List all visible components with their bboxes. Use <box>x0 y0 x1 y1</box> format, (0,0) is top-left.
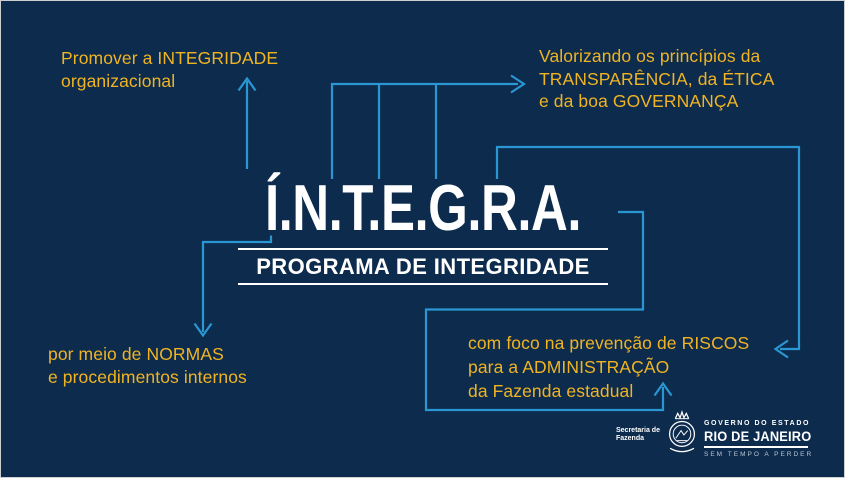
integra-acronym-title: Í.N.T.E.G.R.A. <box>264 171 582 245</box>
callout-normas <box>48 343 247 388</box>
connector-promover-up-arrow <box>239 79 256 170</box>
callout-line: organizacional <box>61 70 176 91</box>
integra-subtitle: PROGRAMA DE INTEGRIDADE <box>256 253 590 279</box>
subtitle-frame <box>238 248 608 285</box>
callout-promover <box>61 47 278 92</box>
rio-de-janeiro-wordmark: RIO DE JANEIRO <box>704 429 812 444</box>
connector-valorizando-arrow-fork <box>332 76 524 180</box>
callout-line: por meio de NORMAS <box>48 344 224 364</box>
callout-valorizando <box>539 45 774 113</box>
governo-logo-block <box>704 420 817 458</box>
callout-line: Valorizando os princípios da <box>539 46 761 66</box>
secretaria-fazenda-label <box>616 427 660 443</box>
rio-de-janeiro-coat-of-arms-icon <box>661 410 703 456</box>
callout-line: e procedimentos internos <box>48 366 247 387</box>
callout-line: com foco na prevenção de RISCOS <box>468 333 750 353</box>
callout-line: e da boa GOVERNANÇA <box>539 91 739 111</box>
sem-tempo-a-perder-slogan: SEM TEMPO A PERDER <box>704 451 814 458</box>
governo-do-estado-label: GOVERNO DO ESTADO <box>704 420 811 427</box>
callout-line: para a ADMINISTRAÇÃO <box>468 357 670 377</box>
callout-line: da Fazenda estadual <box>468 381 634 401</box>
callout-riscos <box>468 331 749 403</box>
secretaria-line: Fazenda <box>616 435 645 442</box>
secretaria-line: Secretaria de <box>616 427 660 434</box>
callout-line: TRANSPARÊNCIA, da ÉTICA <box>539 68 775 89</box>
logo-divider-rule <box>704 446 808 448</box>
callout-line: Promover a INTEGRIDADE <box>61 48 279 68</box>
